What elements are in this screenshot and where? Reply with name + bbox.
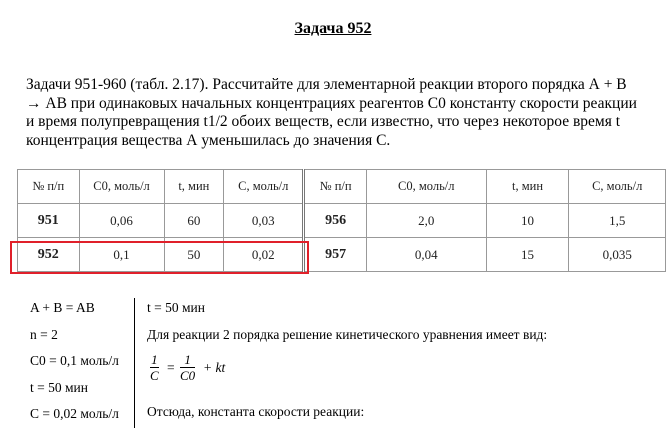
table-header-cell: № п/п — [18, 170, 80, 204]
equation-equals: = — [167, 360, 175, 375]
table-cell: 1,5 — [569, 204, 666, 238]
problem-statement — [26, 76, 662, 150]
table-header-cell: № п/п — [304, 170, 367, 204]
equation-lhs-fraction — [150, 352, 159, 383]
table-row — [18, 204, 666, 238]
table-cell: 15 — [486, 238, 569, 272]
problem-line-4: концентрация вещества А уменьшилась до значения С. — [26, 131, 391, 149]
page-title: Задача 952 — [294, 20, 372, 37]
solution-text-1: Для реакции 2 порядка решение кинетического уравнения имеет вид: — [147, 327, 548, 342]
equation-rhs-numerator: 1 — [184, 352, 191, 367]
table-header-cell: C, моль/л — [569, 170, 666, 204]
equation-lhs-numerator: 1 — [151, 352, 158, 367]
table-header-cell: C0, моль/л — [79, 170, 164, 204]
table-cell: 951 — [18, 204, 80, 238]
table-cell: 957 — [304, 238, 367, 272]
table-cell: 50 — [164, 238, 224, 272]
table-header-cell: C0, моль/л — [366, 170, 486, 204]
table-cell: 60 — [164, 204, 224, 238]
table-cell: 0,1 — [79, 238, 164, 272]
problem-line-3: и время полупревращения t1/2 обоих веществ, если известно, что через некоторое время t — [26, 113, 621, 130]
table-cell: 0,03 — [224, 204, 304, 238]
table-cell: 2,0 — [366, 204, 486, 238]
table-cell: 0,035 — [569, 238, 666, 272]
given-order: n = 2 — [30, 327, 58, 342]
given-c0: C0 = 0,1 моль/л — [30, 353, 119, 368]
table-cell: 952 — [18, 238, 80, 272]
divider-line — [134, 298, 135, 428]
problem-line-2: → АВ при одинаковых начальных концентрациях реагентов С0 константу скорости реакции — [26, 94, 637, 112]
equation-tail: + kt — [203, 360, 226, 375]
table-cell: 0,06 — [79, 204, 164, 238]
problem-line-1: Задачи 951-960 (табл. 2.17). Рассчитайте для элементарной реакции второго порядка А + В — [26, 76, 627, 93]
table-cell: 956 — [304, 204, 367, 238]
solution-t: t = 50 мин — [147, 300, 205, 315]
table-cell: 10 — [486, 204, 569, 238]
equation-rhs-denominator: C0 — [180, 368, 196, 383]
given-t: t = 50 мин — [30, 380, 88, 395]
table-header-cell: t, мин — [486, 170, 569, 204]
solution-text-2: Отсюда, константа скорости реакции: — [147, 404, 365, 419]
kinetic-equation — [147, 352, 267, 392]
row-highlight-box — [10, 241, 309, 274]
table-cell: 0,04 — [366, 238, 486, 272]
equation-lhs-denominator: C — [150, 368, 159, 383]
table-header-row — [18, 170, 666, 204]
given-reaction: A + B = AB — [30, 300, 95, 315]
table-header-cell: t, мин — [164, 170, 224, 204]
given-c: C = 0,02 моль/л — [30, 406, 119, 421]
equation-rhs-fraction — [180, 352, 195, 383]
table-cell: 0,02 — [224, 238, 304, 272]
table-header-cell: C, моль/л — [224, 170, 304, 204]
